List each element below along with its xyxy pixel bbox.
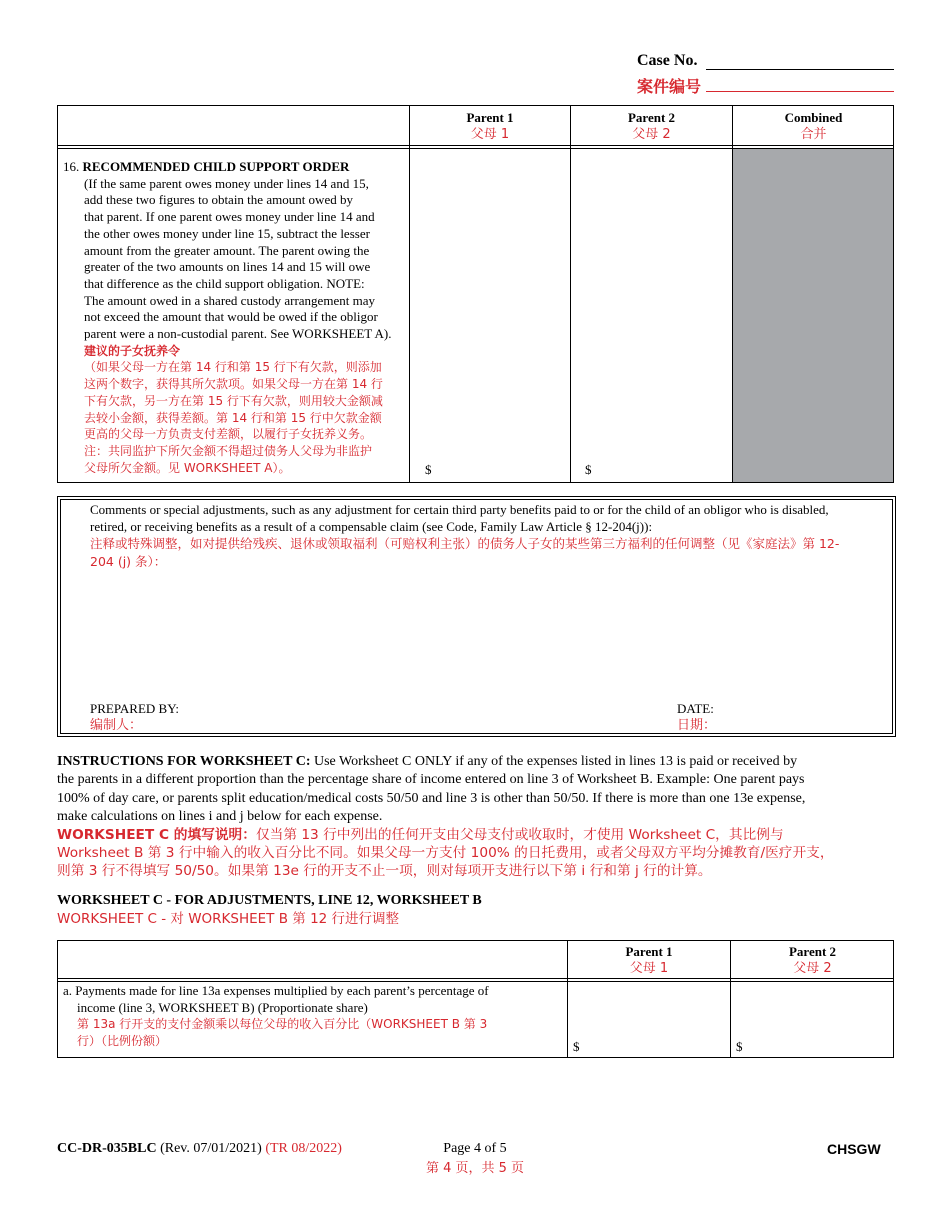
col-parent1-header: Parent 1 父母 1 — [466, 110, 514, 142]
wc-col-parent1-header: Parent 1 父母 1 — [625, 944, 673, 976]
line16-parent1-amount[interactable]: $ — [425, 462, 432, 477]
wc-row-a-description: a. Payments made for line 13a expenses multiplied by each parent’s percentage of income (line 3, WORKSHEET B) (Proportionate share) 第 13a 行开支的支付金额乘以每位父母的收入百分比（WORKSHEET B 第 3 行）（比例份额） — [63, 983, 489, 1049]
wc-row-a-parent1-amount[interactable]: $ — [573, 1039, 580, 1054]
footer-form-id: CC-DR-035BLC (Rev. 07/01/2021) (TR 08/2022) — [57, 1141, 342, 1156]
wc-col-parent2-header: Parent 2 父母 2 — [788, 944, 837, 976]
case-no-field-zh[interactable] — [706, 74, 894, 92]
col-parent2-header: Parent 2 父母 2 — [627, 110, 676, 142]
instructions-block: INSTRUCTIONS FOR WORKSHEET C: Use Worksheet C ONLY if any of the expenses listed in lines 13 is paid or received by the parents in a different proportion than the percentage share of income entered on line 3 of Worksheet B. Example: One parent pays 100% of day care, or parents split education/medical costs 50/50 and line 3 is other than 50/50. If there is more than one 13e expense, make calculations on lines i and j below for each expense. — [57, 754, 806, 824]
line16-description: 16. RECOMMENDED CHILD SUPPORT ORDER (If the same parent owes money under lines 14 and 15, add these two figures to obtain the amount owed by that parent. If one parent owes money under line 14 and the other owes money under line 15, subtract the lesser amount from the greater amount. The parent owing the greater of the two amounts on lines 14 and 15 will owe that difference as the child support obligation. NOTE: The amount owed in a shared custody arrangement may not exceed the amount that would be owed if the obligor parent were a non-custodial parent. See WORKSHEET A). 建议的子女抚养令 （如果父母一方在第 14 行和第 15 行下有欠款，则添加 这两个数字，获得其所欠款项。如果父母一方在第 14 行 下有欠款，另一方在第 15 行下有欠款，则用较大金额减 去较小金额，获得差额。第 14 行和第 15 行中欠款金额 更高的父母一方负责支付差额，以履行子女抚养义务。 注：共同监护下所欠金额不得超过债务人父母为非监护 父母所欠金额。见 WORKSHEET A）。 — [63, 159, 392, 475]
instructions-block-zh: WORKSHEET C 的填写说明：仅当第 13 行中列出的任何开支由父母支付或收取时，才使用 Worksheet C，其比例与 Worksheet B 第 3 行中输入的收入百分比不同。如果父母一方支付 100% 的日托费用，或者父母双方平均分摊教育/医疗开支， 则第 3 行不得填写 50/50。如果第 13e 行的开支不止一项，则对每项开支进行以下第 i 行和第 j 行的计算。 — [57, 827, 834, 879]
line16-parent2-amount[interactable]: $ — [585, 462, 592, 477]
prepared-by-label: PREPARED BY: 编制人： — [90, 701, 179, 733]
wc-row-a-parent2-amount[interactable]: $ — [736, 1039, 743, 1054]
case-no-label-zh: 案件编号 — [637, 77, 702, 96]
col-combined-header: Combined 合并 — [784, 110, 843, 142]
comments-text: Comments or special adjustments, such as any adjustment for certain third party benefits paid to or for the child of an obligor who is disabled, retired, or receiving benefits as a result of a compensable claim (see Code, Family Law Article § 12-204(j)): 注释或特殊调整，如对提供给残疾、退休或领取福利（可赔权利主张）的债务人子女的某些第三方福利的任何调整（见《家庭法》第 12- 204 (j) 条）： — [90, 502, 840, 570]
combined-shaded-cell — [733, 149, 893, 482]
comments-input-area[interactable] — [90, 575, 885, 695]
footer-page: Page 4 of 5 第 4 页，共 5 页 — [425, 1141, 525, 1176]
case-no-field[interactable] — [706, 52, 894, 70]
case-no-label: Case No. — [637, 52, 698, 69]
date-label: DATE: 日期： — [677, 701, 717, 733]
worksheet-c-title: WORKSHEET C - FOR ADJUSTMENTS, LINE 12, WORKSHEET B WORKSHEET C - 对 WORKSHEET B 第 12 行进行调整 — [57, 893, 482, 927]
footer-code: CHSGW — [827, 1141, 881, 1157]
